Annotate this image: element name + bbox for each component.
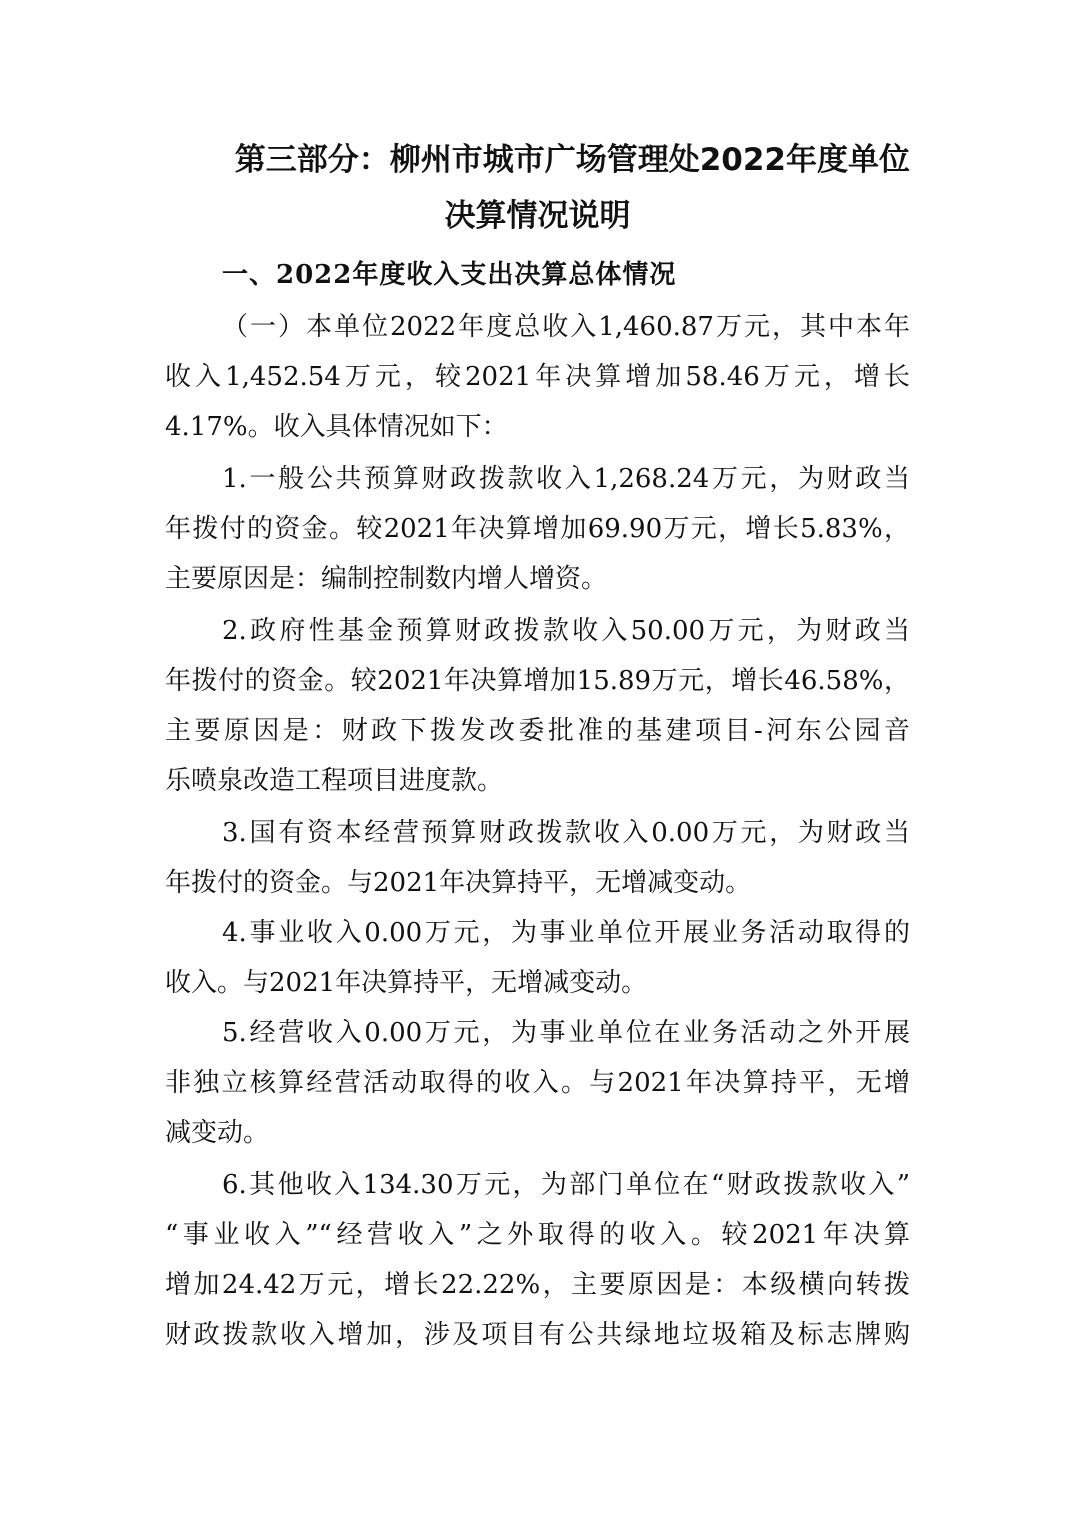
paragraph-line: （一）本单位2022年度总收入1,460.87万元，其中本年	[222, 312, 910, 342]
document-title-line-1: 第三部分：柳州市城市广场管理处2022年度单位	[234, 142, 910, 178]
paragraph-line: 减变动。	[165, 1118, 270, 1148]
paragraph-line: 收入。与2021年决算持平，无增减变动。	[165, 968, 648, 998]
paragraph-line: 年拨付的资金。与2021年决算持平，无增减变动。	[165, 868, 752, 898]
paragraph-line: 6.其他收入134.30万元，为部门单位在“财政拨款收入”	[222, 1170, 910, 1200]
paragraph-line: 2.政府性基金预算财政拨款收入50.00万元，为财政当	[222, 616, 910, 646]
paragraph-line: 增加24.42万元，增长22.22%，主要原因是：本级横向转拨	[165, 1270, 910, 1300]
paragraph-line: 4.17%。收入具体情况如下：	[165, 412, 508, 442]
paragraph-line: 年拨付的资金。较2021年决算增加69.90万元，增长5.83%，	[165, 514, 910, 544]
paragraph-line: 主要原因是：财政下拨发改委批准的基建项目-河东公园音	[165, 716, 910, 746]
paragraph-line: 年拨付的资金。较2021年决算增加15.89万元，增长46.58%，	[165, 666, 910, 696]
paragraph-line: 收入1,452.54万元，较2021年决算增加58.46万元，增长	[165, 362, 910, 392]
paragraph-line: 1.一般公共预算财政拨款收入1,268.24万元，为财政当	[222, 464, 910, 494]
section-heading: 一、2022年度收入支出决算总体情况	[222, 260, 677, 290]
paragraph-line: “事业收入”“经营收入”之外取得的收入。较2021年决算	[165, 1220, 910, 1250]
paragraph-line: 非独立核算经营活动取得的收入。与2021年决算持平，无增	[165, 1068, 910, 1098]
document-title-line-2: 决算情况说明	[444, 198, 631, 234]
paragraph-line: 财政拨款收入增加，涉及项目有公共绿地垃圾箱及标志牌购	[165, 1320, 910, 1350]
paragraph-line: 主要原因是：编制控制数内增人增资。	[165, 564, 608, 594]
paragraph-line: 3.国有资本经营预算财政拨款收入0.00万元，为财政当	[222, 818, 910, 848]
paragraph-line: 4.事业收入0.00万元，为事业单位开展业务活动取得的	[222, 918, 910, 948]
paragraph-line: 5.经营收入0.00万元，为事业单位在业务活动之外开展	[222, 1018, 910, 1048]
paragraph-line: 乐喷泉改造工程项目进度款。	[165, 766, 504, 796]
